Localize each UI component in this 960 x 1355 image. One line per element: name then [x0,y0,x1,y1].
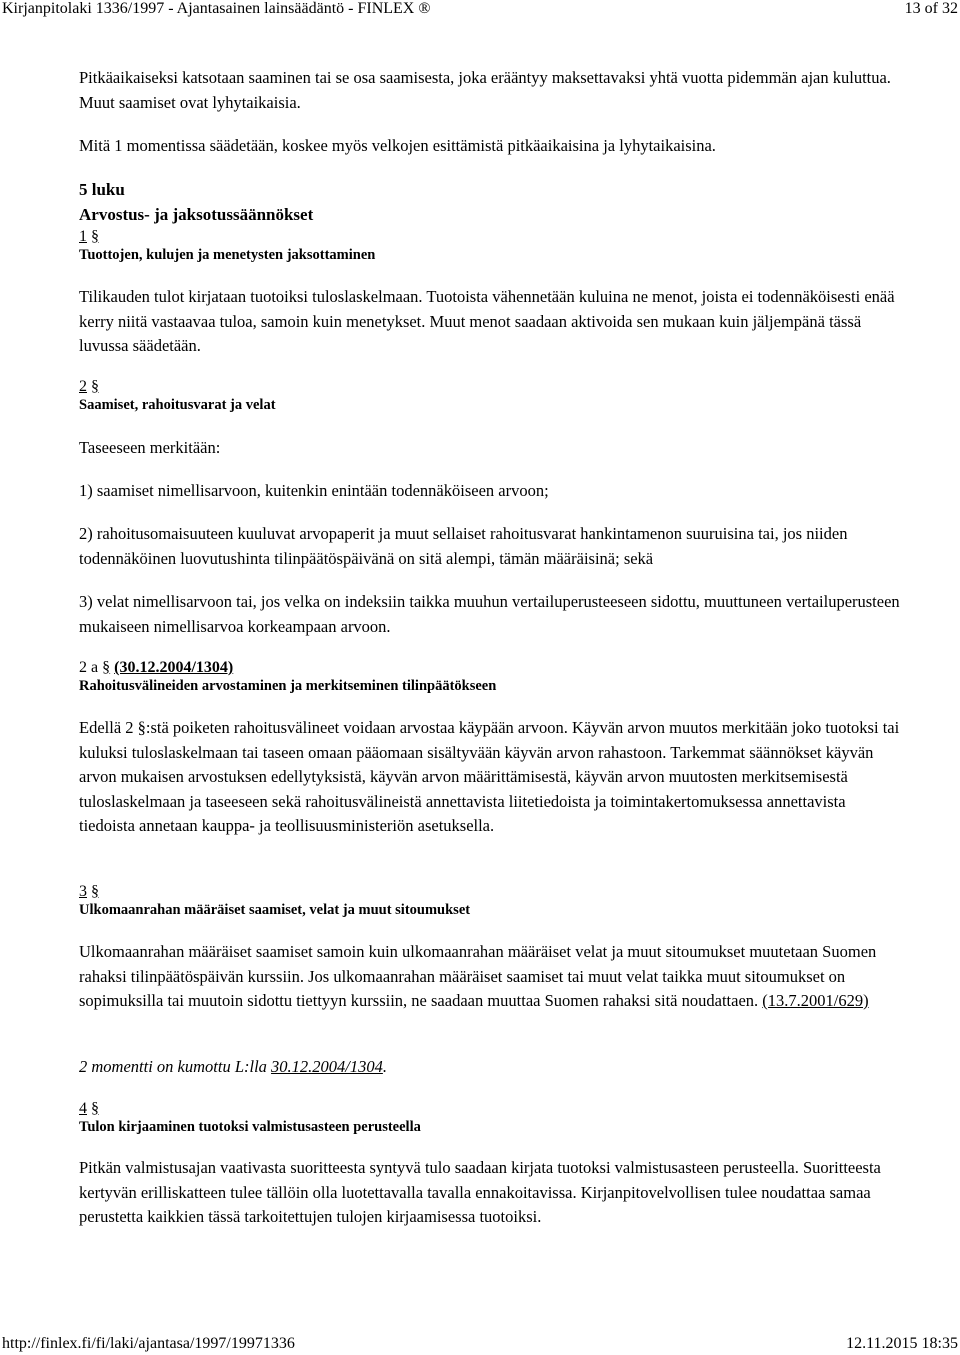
repeal-note [79,1055,904,1080]
section-2-title: Saamiset, rahoitusvarat ja velat [79,397,276,413]
document-title: Kirjanpitolaki 1336/1997 - Ajantasainen lainsäädäntö - FINLEX ® [2,0,431,17]
print-datetime: 12.11.2015 18:35 [846,1335,958,1352]
page-number: 13 of 32 [904,0,958,17]
section-1-heading [79,227,904,246]
section-3-paragraph [79,940,904,1014]
page-url: http://finlex.fi/fi/laki/ajantasa/1997/19971336 [2,1335,295,1352]
section-3-paragraph-text: Ulkomaanrahan määräiset saamiset samoin kuin ulkomaanrahan määräiset velat ja muut sitoumukset muutetaan Suomen rahaksi tilinpäätöspäivän kurssiin. Jos ulkomaanrahan määräiset saamiset tai muut velat taikka muut sitoumukset on sopimuksilla tai muutoin sidottu tiettyyn kurssiin, ne saadaan muuttaa Suomen rahaksi sitä noudattaen. [79,942,877,1010]
section-sign-icon[interactable]: § [91,883,99,900]
section-sign-icon[interactable]: § [91,378,99,395]
section-2-paragraph-1: Taseeseen merkitään: [79,438,221,457]
section-2a-heading [79,658,904,677]
section-4-heading [79,1099,904,1118]
section-1-title: Tuottojen, kulujen ja menetysten jaksottaminen [79,247,376,263]
repeal-note-text: 2 momentti on kumottu L:lla [79,1057,267,1076]
repeal-note-end: . [382,1057,387,1076]
amendment-link[interactable]: (13.7.2001/629) [762,991,869,1010]
section-3-heading [79,882,904,901]
section-2a-number: 2 a [79,659,99,676]
section-4-title: Tulon kirjaaminen tuotoksi valmistusasteen perusteella [79,1119,421,1135]
section-1-number[interactable]: 1 [79,228,87,245]
section-2-number[interactable]: 2 [79,378,87,395]
section-2-paragraph-3: 2) rahoitusomaisuuteen kuuluvat arvopaperit ja muut sellaiset rahoitusvarat hankintamenon suuruisina tai, jos niiden todennäköinen luovutushinta tilinpäätöspäivänä on sitä alempi, tämän määräisinä; sekä [79,524,848,568]
section-sign-icon[interactable]: § [91,1100,99,1117]
section-1-paragraph: Tilikauden tulot kirjataan tuotoiksi tuloslaskelmaan. Tuotoista vähennetään kuluina ne menot, joista ei todennäköisesti enää kerry niitä vastaavaa tuloa, samoin kuin menetykset. Muut menot saadaan aktivoida sen mukaan kuin jäljempänä tässä luvussa säädetään. [79,287,895,355]
section-3-title: Ulkomaanrahan määräiset saamiset, velat ja muut sitoumukset [79,902,471,918]
section-4-number[interactable]: 4 [79,1100,87,1117]
chapter-number: 5 luku [79,180,125,199]
section-2a-paragraph: Edellä 2 §:stä poiketen rahoitusvälineet voidaan arvostaa käypään arvoon. Käyvän arvon muutos merkitään joko tuotoksi tai kuluksi tuloslaskelmaan tai taseen omaan pääomaan sisältyvään käyvän arvon rahastoon. Tarkemmat säännökset käyvän arvon mukaisen arvostuksen edellytyksistä, käyvän arvon määrittämisestä, käyvän arvon muutosten merkitsemisestä tuloslaskelmaan ja taseeseen sekä rahoitusvälineistä annettavista liitetiedoista ja toimintakertomuksessa annettavista tiedoista annetaan kauppa- ja teollisuusministeriön asetuksella. [79,718,900,835]
chapter-title: Arvostus- ja jaksotussäännökset [79,205,314,224]
section-2a-title: Rahoitusvälineiden arvostaminen ja merkitseminen tilinpäätökseen [79,678,497,694]
paragraph-intro-1: Pitkäaikaiseksi katsotaan saaminen tai se osa saamisesta, joka erääntyy maksettavaksi yhtä vuotta pidemmän ajan kuluttua. Muut saamiset ovat lyhytaikaisia. [79,68,891,112]
section-2-paragraph-2: 1) saamiset nimellisarvoon, kuitenkin enintään todennäköiseen arvoon; [79,481,549,500]
section-2-heading [79,377,904,396]
section-4-paragraph: Pitkän valmistusajan vaativasta suoritteesta syntyvä tulo saadaan kirjata tuotoksi valmistusasteen perusteella. Suoritteesta kertyvän erilliskatteen tulee tällöin olla luotettavalla tavalla ennakoitavissa. Kirjanpitovelvollisen tulee noudattaa samaa perustetta kaikkien tässä tarkoitettujen tulojen kirjaamisessa tuotoiksi. [79,1158,881,1226]
amendment-link[interactable]: (30.12.2004/1304) [114,659,234,676]
section-3-number[interactable]: 3 [79,883,87,900]
section-sign-icon[interactable]: § [91,228,99,245]
section-2-paragraph-4: 3) velat nimellisarvoon tai, jos velka on indeksiin taikka muuhun vertailuperusteeseen sidottu, muuttuneen vertailuperusteen mukaiseen nimellisarvoa korkeampaan arvoon. [79,592,900,636]
repeal-law-link[interactable]: 30.12.2004/1304 [271,1057,383,1076]
section-sign-icon[interactable]: § [102,659,111,676]
paragraph-intro-2: Mitä 1 momentissa säädetään, koskee myös velkojen esittämistä pitkäaikaisina ja lyhytaikaisina. [79,136,716,155]
